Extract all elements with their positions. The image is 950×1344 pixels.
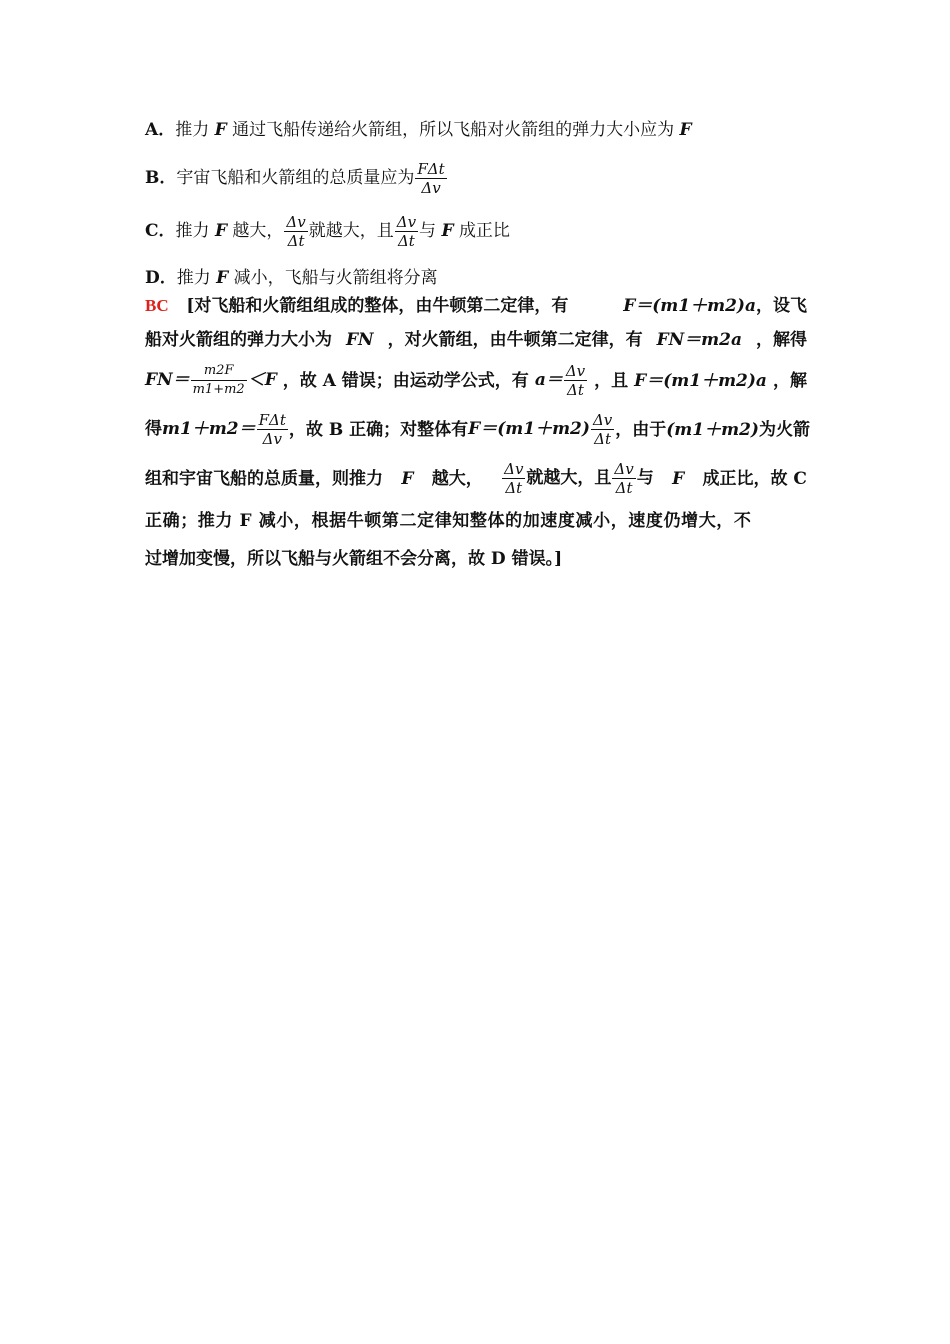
answer-line-4: 得m1＋m2＝ $\frac{\text{FΔt}}{\Delta v}$ ，故 B 正确；对整体有 F＝(m1＋m2) $\frac{\Delta v}{\Delta t}$ ，由于 (m1＋m2) 为火箭 <box>145 411 810 448</box>
answer-key: BC <box>145 296 169 315</box>
fraction: $\frac{\Delta v}{\Delta t}$ <box>565 362 586 399</box>
answer-line-6: 正确；推力 F 减小，根据牛顿第二定律知整体的加速度减小，速度仍增大，不 <box>145 511 752 531</box>
fraction: $\frac{m2F}{m1+m2}$ <box>192 363 245 397</box>
option-d: D．推力 F 减小，飞船与火箭组将分离 <box>145 268 438 288</box>
option-a: A．推力 F 通过飞船传递给火箭组，所以飞船对火箭组的弹力大小应为 F <box>145 120 692 140</box>
answer-line-3: FN＝ $\frac{m2F}{m1+m2}$ ＜F ，故 A 错误；由运动学公式，有 a＝ $\frac{\Delta v}{\Delta t}$ ，且 F＝(m1＋m2)a ，解 <box>145 362 807 399</box>
fraction: $\frac{\Delta v}{\Delta t}$ <box>396 213 417 250</box>
fraction: $\frac{\text{FΔt}}{\Delta v}$ <box>258 411 286 448</box>
option-c: C．推力 F 越大， $\frac{\Delta v}{\Delta t}$ 就越大，且 $\frac{\Delta v}{\Delta t}$ 与 F 成正比 <box>145 213 510 250</box>
answer-line-7: 过增加变慢，所以飞船与火箭组不会分离，故 D 错误。] <box>145 549 563 569</box>
answer-line-5: 组和宇宙飞船的总质量，则推力 F 越大， $\frac{\Delta v}{\Delta t}$ 就越大，且 $\frac{\Delta v}{\Delta t}$ 与 F 成正比，故 C <box>145 460 807 497</box>
fraction: $\frac{\text{FΔt}}{\Delta v}$ <box>417 160 445 197</box>
option-b: B．宇宙飞船和火箭组的总质量应为 $\frac{\text{FΔt}}{\Delta v}$ <box>145 160 445 197</box>
answer-line-2: 船对火箭组的弹力大小为 FN ，对火箭组，由牛顿第二定律，有 FN＝m2a ，解得 <box>145 330 807 350</box>
fraction: $\frac{\Delta v}{\Delta t}$ <box>614 460 634 497</box>
fraction: $\frac{\Delta v}{\Delta t}$ <box>504 460 524 497</box>
question-content <box>145 118 810 571</box>
fraction: $\frac{\Delta v}{\Delta t}$ <box>592 411 613 448</box>
answer-line-1: BC [对飞船和火箭组组成的整体，由牛顿第二定律，有 F＝(m1＋m2)a，设飞 <box>145 296 807 316</box>
answer-explanation <box>145 294 810 571</box>
fraction: $\frac{\Delta v}{\Delta t}$ <box>286 213 306 250</box>
